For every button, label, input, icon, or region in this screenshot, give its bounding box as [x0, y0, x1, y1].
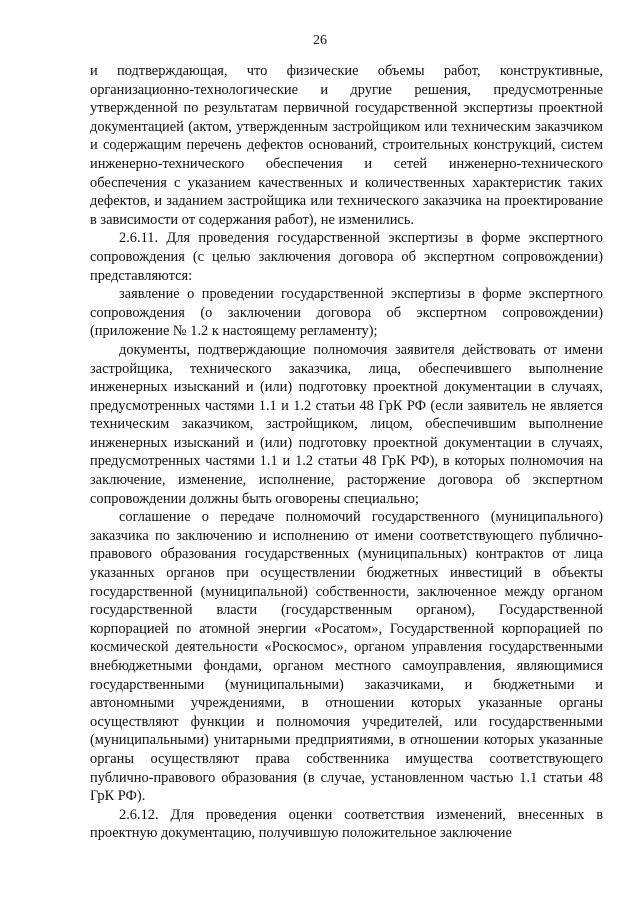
paragraph-authority-documents: документы, подтверждающие полномочия заявителя действовать от имени застройщика, технического заказчика, лица, обеспечившего выполнение инженерных изысканий и (или) подготовку проектной документации в случаях, предусмотренных частями 1.1 и 1.2 статьи 48 ГрК РФ (если заявитель не является техническим заказчиком, застройщиком, лицом, обеспечившим выполнение инженерных изысканий и (или) подготовку проектной документации в случаях, предусмотренных частями 1.1 и 1.2 статьи 48 ГрК РФ), в которых полномочия на заключение, изменение, исполнение, расторжение договора об экспертном сопровождении должны быть оговорены специально; [90, 341, 603, 507]
paragraph-delegation-agreement: соглашение о передаче полномочий государственного (муниципального) заказчика по заключению и исполнению от имени соответствующего публично-правового образования государственных (муниципальных) контрактов от лица указанных органов при осуществлении бюджетных инвестиций в объекты государственной (муниципальной) собственности, заключенное между органом государственной власти (государственным органом), Государственной корпорацией по атомной энергии «Росатом», Государственной корпорацией по космической деятельности «Роскосмос», органом управления государственными внебюджетными фондами, органом местного самоуправления, являющимися государственными (муниципальными) заказчиками, и бюджетными и автономными учреждениями, в отношении которых указанные органы осуществляют функции и полномочия учредителей, или государственными (муниципальными) унитарными предприятиями, в отношении которых указанные органы осуществляют права собственника имущества соответствующего публично-правового образования (в случае, установленном частью 1.1 статьи 48 ГрК РФ). [90, 509, 603, 805]
paragraph-application: заявление о проведении государственной экспертизы в форме экспертного сопровождения (о заключении договора об экспертном сопровождении) (приложение № 1.2 к настоящему регламенту); [90, 286, 603, 340]
page-number: 26 [313, 33, 327, 48]
paragraph-continuation: и подтверждающая, что физические объемы работ, конструктивные, организационно-технологические и другие решения, предусмотренные утвержденной по результатам первичной государственной экспертизы проектной документацией (актом, утвержденным застройщиком или техническим заказчиком и содержащим перечень дефектов оснований, строительных конструкций, систем инженерно-технического обеспечения и сетей инженерно-технического обеспечения с указанием качественных и количественных характеристик таких дефектов, и заданием застройщика или технического заказчика на проектирование в зависимости от содержания работ), не изменились. [90, 63, 603, 228]
paragraph-clause-2-6-12: 2.6.12. Для проведения оценки соответствия изменений, внесенных в проектную документацию, получившую положительное заключение [90, 806, 603, 842]
document-body [90, 62, 603, 843]
paragraph-clause-2-6-11: 2.6.11. Для проведения государственной экспертизы в форме экспертного сопровождения (с целью заключения договора об экспертном сопровождении) представляются: [90, 230, 603, 284]
